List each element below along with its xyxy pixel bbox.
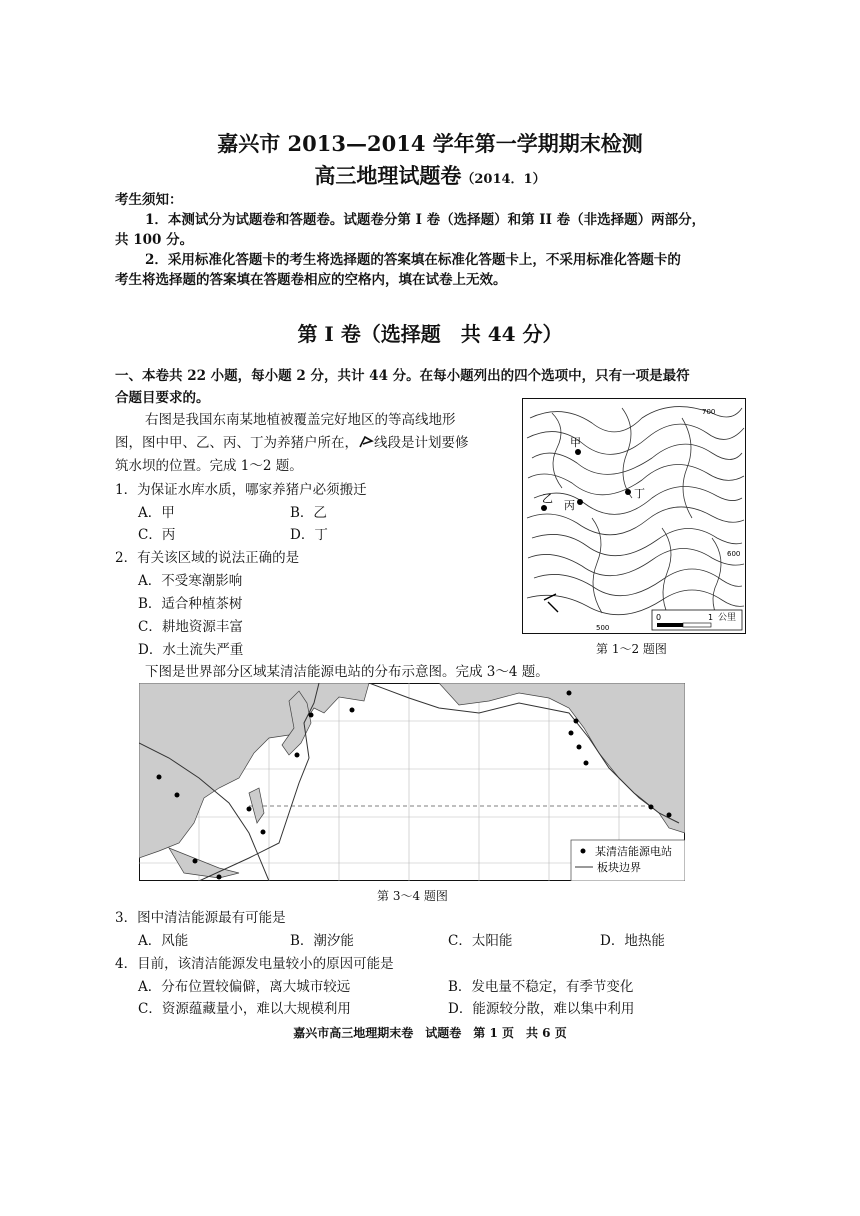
label-ding: 丁 bbox=[634, 487, 645, 500]
q1-option-c: C．丙 bbox=[138, 527, 176, 543]
q3-option-c: C．太阳能 bbox=[448, 933, 513, 949]
scale-bar-white bbox=[683, 623, 711, 627]
subtitle-text: 高三地理试题卷 bbox=[314, 163, 462, 188]
q2-stem: 2．有关该区域的说法正确的是 bbox=[115, 550, 300, 566]
world-station-map bbox=[139, 683, 685, 881]
section-intro-line1: 一、本卷共 22 小题，每小题 2 分，共计 44 分。在每小题列出的四个选项中，只有一项是最符 bbox=[115, 368, 690, 384]
q2-option-c: C．耕地资源丰富 bbox=[138, 619, 243, 635]
exam-title: 嘉兴市 2013—2014 学年第一学期期末检测 bbox=[217, 131, 643, 156]
point-yi bbox=[541, 505, 547, 511]
q4-option-b: B．发电量不稳定，有季节变化 bbox=[448, 979, 634, 995]
label-yi: 乙 bbox=[542, 492, 553, 505]
notice-item1-line2: 共 100 分。 bbox=[115, 232, 194, 248]
notice-item1-line1: 1．本测试分为试题卷和答题卷。试题卷分第 I 卷（选择题）和第 II 卷（非选择题）两部分， bbox=[145, 212, 706, 228]
legend-station-dot bbox=[581, 849, 586, 854]
contour-700-label: 700 bbox=[702, 408, 716, 416]
q3-stem: 3．图中清洁能源最有可能是 bbox=[115, 910, 286, 926]
exam-subtitle bbox=[0, 160, 860, 190]
point-ding bbox=[625, 489, 631, 495]
q1-option-a: A．甲 bbox=[138, 505, 175, 521]
subtitle-date: （2014．1） bbox=[461, 172, 546, 187]
group1-stem-line2a: 图，图中甲、乙、丙、丁为养猪户所在， bbox=[115, 435, 358, 451]
group1-stem-line2b: 线段是计划要修 bbox=[374, 435, 469, 451]
section-title: 第 I 卷（选择题 共 44 分） bbox=[297, 322, 563, 346]
group2-stem: 下图是世界部分区域某清洁能源电站的分布示意图。完成 3～4 题。 bbox=[145, 664, 549, 680]
notice-item2-line2: 考生将选择题的答案填在答题卷相应的空格内，填在试卷上无效。 bbox=[115, 272, 507, 288]
q4-option-c: C．资源蕴藏量小，难以大规模利用 bbox=[138, 1001, 351, 1017]
scale-zero: 0 bbox=[656, 613, 662, 622]
point-bing bbox=[577, 499, 583, 505]
legend-station-label: 某清洁能源电站 bbox=[595, 845, 672, 858]
contour-map bbox=[522, 398, 746, 634]
scale-one: 1 bbox=[708, 613, 714, 622]
world-map-caption: 第 3～4 题图 bbox=[377, 889, 448, 903]
q3-option-b: B．潮汐能 bbox=[290, 933, 354, 949]
q4-option-a: A．分布位置较偏僻，离大城市较远 bbox=[138, 979, 351, 995]
contour-map-caption: 第 1～2 题图 bbox=[596, 642, 667, 656]
q4-option-d: D．能源较分散，难以集中利用 bbox=[448, 1001, 635, 1017]
q4-stem: 4．目前，该清洁能源发电量较小的原因可能是 bbox=[115, 956, 394, 972]
contour-500-label: 500 bbox=[596, 624, 610, 632]
label-jia: 甲 bbox=[570, 436, 581, 449]
q2-option-d: D．水土流失严重 bbox=[138, 642, 244, 658]
q2-option-b: B．适合种植茶树 bbox=[138, 596, 243, 612]
q3-option-a: A．风能 bbox=[138, 933, 189, 949]
q3-option-d: D．地热能 bbox=[600, 933, 665, 949]
point-jia bbox=[575, 449, 581, 455]
q1-option-b: B．乙 bbox=[290, 505, 327, 521]
scale-unit: 公里 bbox=[718, 613, 737, 623]
notice-item2-line1: 2．采用标准化答题卡的考生将选择题的答案填在标准化答题卡上，不采用标准化答题卡的 bbox=[145, 252, 681, 268]
q1-option-d: D．丁 bbox=[290, 527, 328, 543]
group1-stem-line3: 筑水坝的位置。完成 1～2 题。 bbox=[115, 458, 303, 474]
group1-stem-line1: 右图是我国东南某地植被覆盖完好地区的等高线地形 bbox=[145, 412, 456, 428]
notice-heading: 考生须知： bbox=[115, 192, 183, 208]
legend-boundary-label: 板块边界 bbox=[597, 861, 641, 874]
contour-600-label: 600 bbox=[727, 550, 741, 558]
section-intro-line2: 合题目要求的。 bbox=[115, 390, 210, 406]
q1-stem: 1．为保证水库水质，哪家养猪户必须搬迁 bbox=[115, 482, 367, 498]
label-bing: 丙 bbox=[564, 499, 575, 512]
dam-symbol-icon bbox=[358, 435, 374, 449]
page-footer: 嘉兴市高三地理期末卷 试题卷 第 1 页 共 6 页 bbox=[293, 1026, 567, 1040]
scale-bar-black bbox=[657, 623, 683, 627]
q2-option-a: A．不受寒潮影响 bbox=[138, 573, 243, 589]
group1-stem-line2 bbox=[115, 433, 469, 454]
